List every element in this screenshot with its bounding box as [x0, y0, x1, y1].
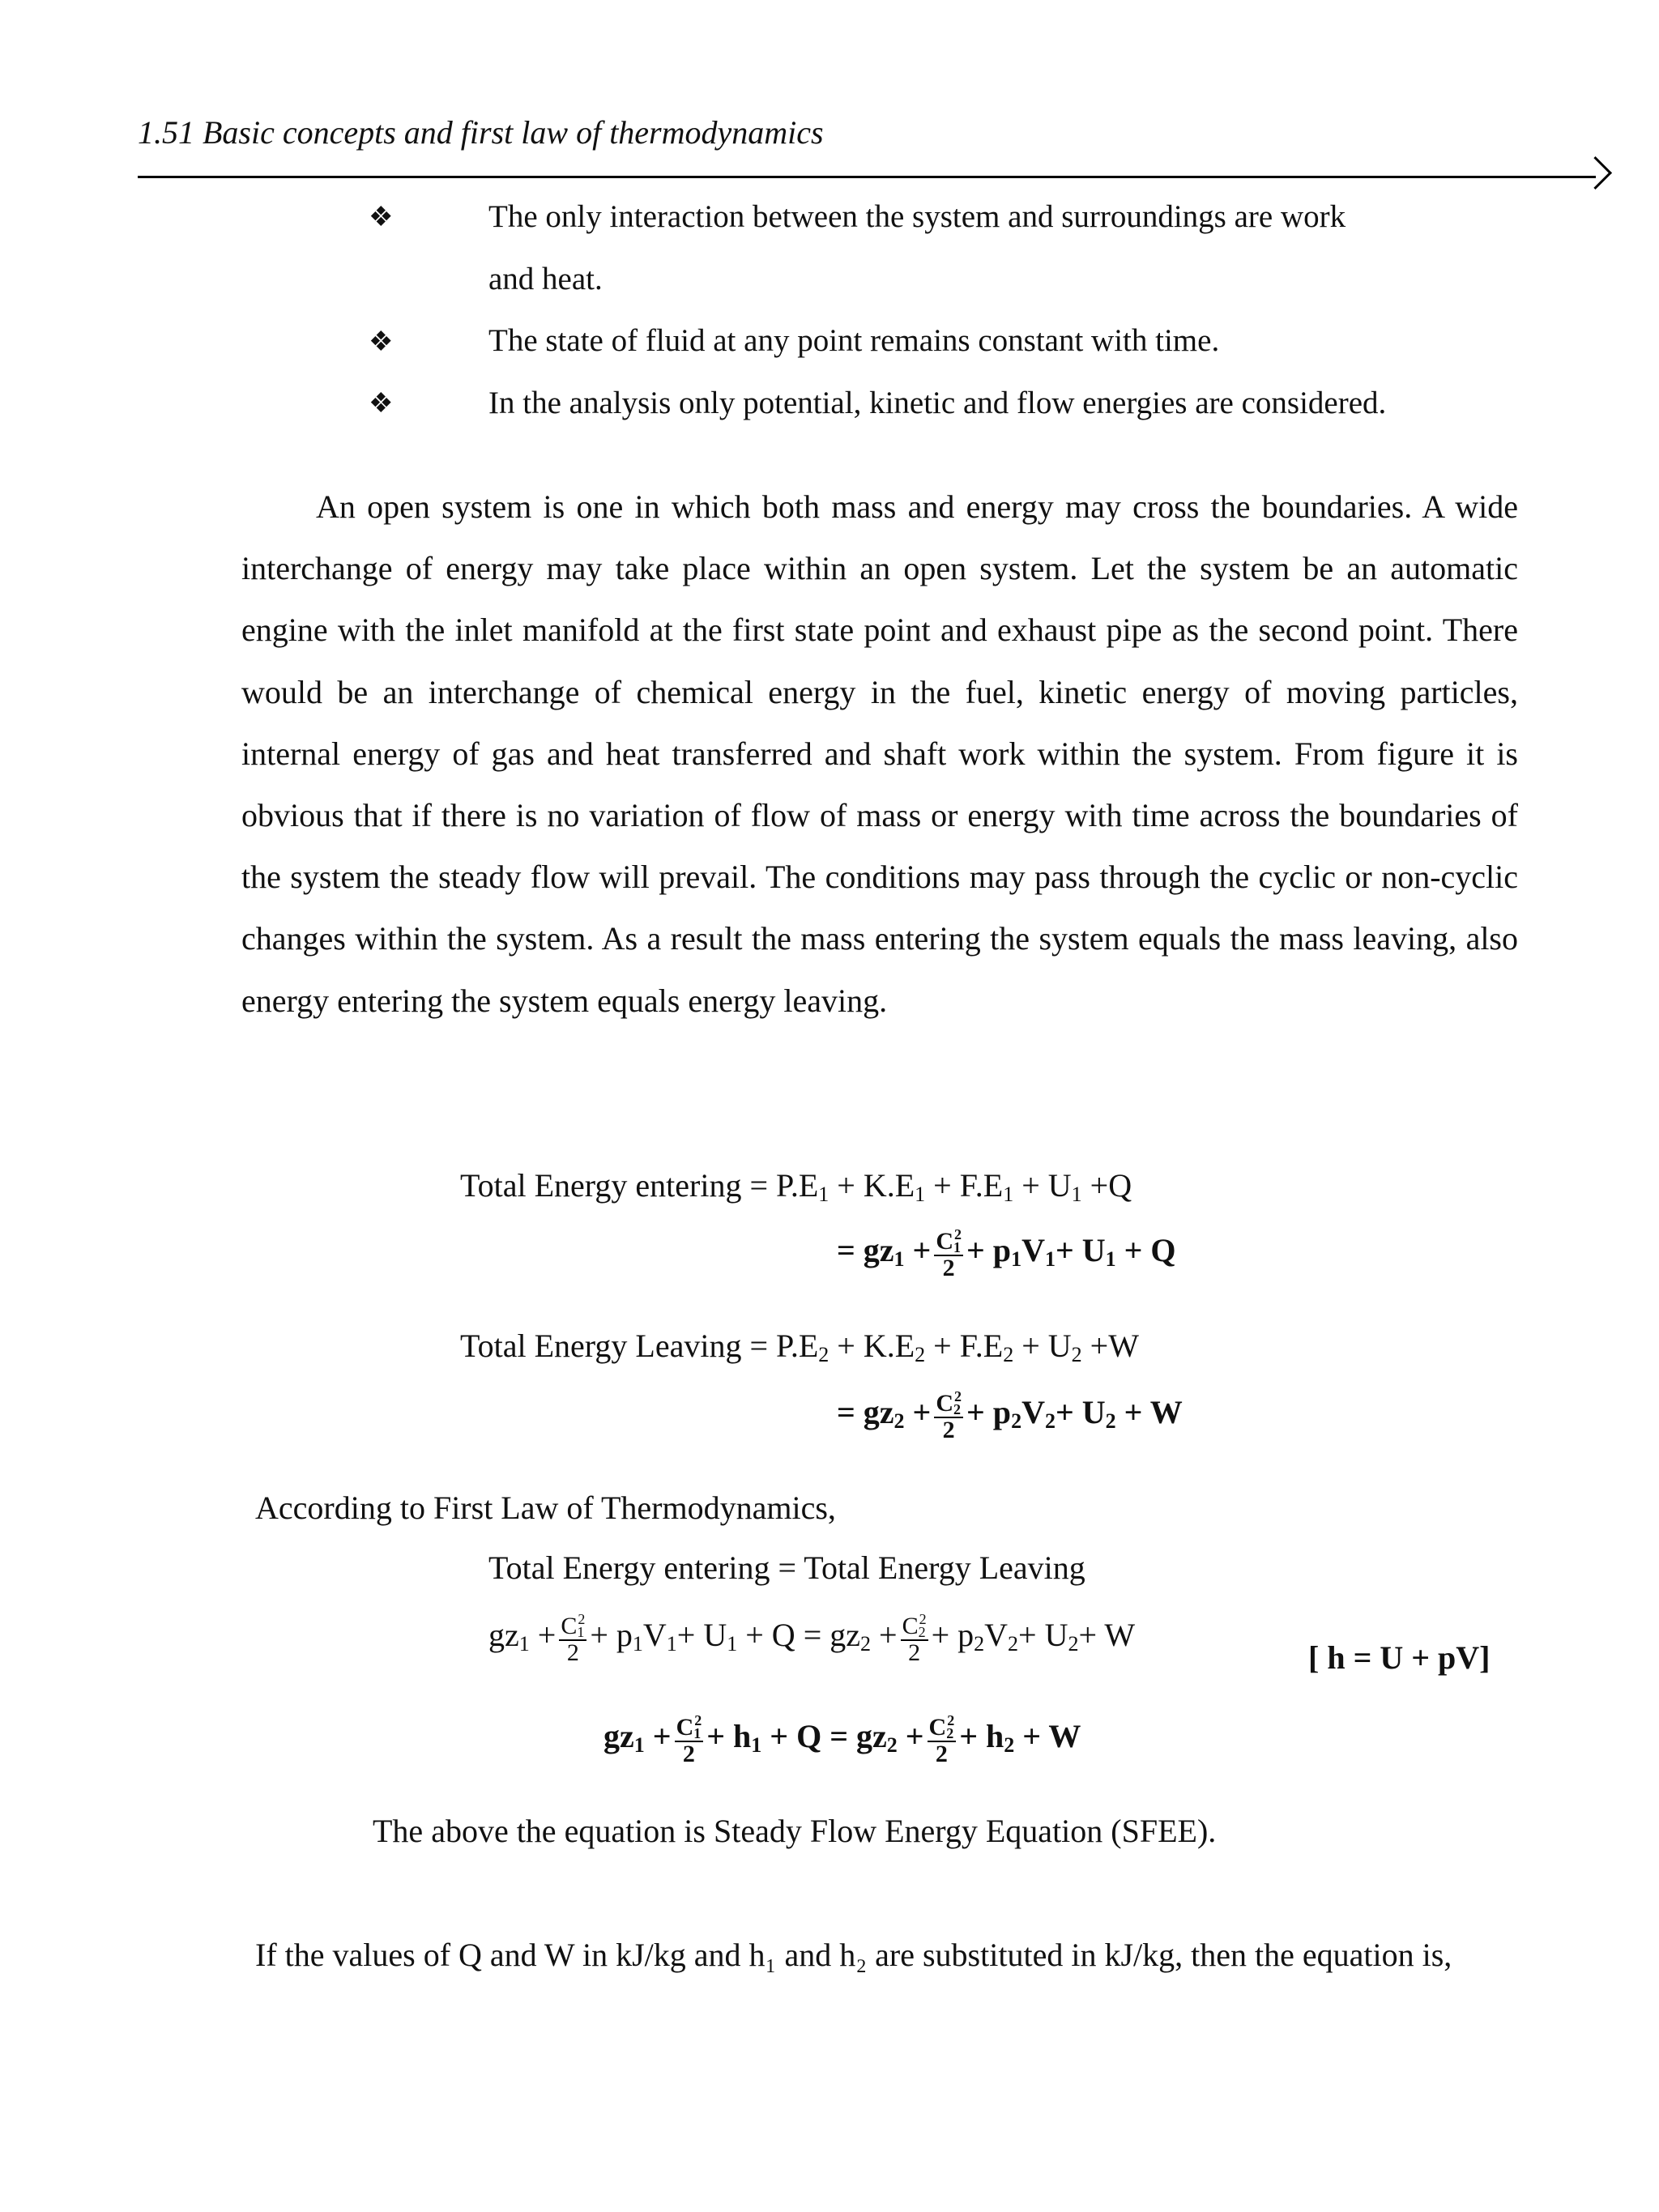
body-paragraph-2: If the values of Q and W in kJ/kg and h₁ and h₂ are substituted in kJ/kg, then the equation is,	[255, 1937, 1452, 1973]
body-paragraph: An open system is one in which both mass and energy may cross the boundaries. A wide interchange of energy may take place within an open system. Let the system be an automatic engine with the inlet manifold at the first state point and exhaust pipe as the second point. There would be an interchange of chemical energy in the fuel, kinetic energy of moving particles, internal energy of gas and heat transferred and shaft work within the system. From figure it is obvious that if there is no variation of flow of mass or energy with time across the boundaries of the system the steady flow will prevail. The conditions may pass through the cyclic or non-cyclic changes within the system. As a result the mass entering the system equals the mass leaving, also energy entering the system equals energy leaving.	[241, 488, 1518, 1019]
bullet-text: In the analysis only potential, kinetic and flow energies are considered.	[488, 386, 1387, 420]
bullet-text: The state of fluid at any point remains constant with time.	[488, 323, 1220, 358]
diamond-bullet-icon: ❖	[369, 327, 394, 357]
equation-energy-entering: Total Energy entering = $P.E_1 + K.E_1 + F.E_1 + U_1 +Q$	[460, 1167, 1132, 1206]
bullet-text-continued: and heat.	[488, 262, 603, 296]
sfee-caption: The above the equation is Steady Flow Energy Equation (SFEE).	[373, 1813, 1217, 1849]
header-rule	[138, 176, 1596, 178]
enthalpy-note: [ h = U + pV]	[1308, 1639, 1491, 1676]
running-header: 1.51 Basic concepts and first law of thermodynamics	[138, 114, 824, 151]
first-law-intro: According to First Law of Thermodynamics,	[255, 1490, 836, 1526]
equation-sfee: $gz_1$ + $\frac{C_1^2}{2}$ + $h_1 + Q = gz_2$ + $\frac{C_2^2}{2}$ + $h_2 + W$	[603, 1712, 1081, 1767]
equation-entering-expanded: = $gz_1$ + $\frac{C_1^2}{2}$ + $p_1V_1+ U_1 + Q$	[837, 1226, 1176, 1281]
equation-leaving-expanded: = $gz_2$ + $\frac{C_2^2}{2}$ + $p_2V_2+ U_2 + W$	[837, 1388, 1183, 1443]
energy-balance: Total Energy entering = Total Energy Leaving	[488, 1549, 1085, 1586]
equation-energy-leaving: Total Energy Leaving = $P.E_2 + K.E_2 + F.E_2 + U_2 +W$	[460, 1328, 1139, 1366]
bullet-text: The only interaction between the system and surroundings are work	[488, 199, 1346, 234]
diamond-bullet-icon: ❖	[369, 389, 394, 419]
diamond-bullet-icon: ❖	[369, 202, 394, 232]
arrow-icon	[1579, 156, 1612, 190]
equation-full-balance: $gz_1$ + $\frac{C_1^2}{2}$ + $p_1V_1+ U_1 + Q = gz_2$ + $\frac{C_2^2}{2}$ + $p_2V_2+ U_2+ W$	[488, 1611, 1136, 1666]
